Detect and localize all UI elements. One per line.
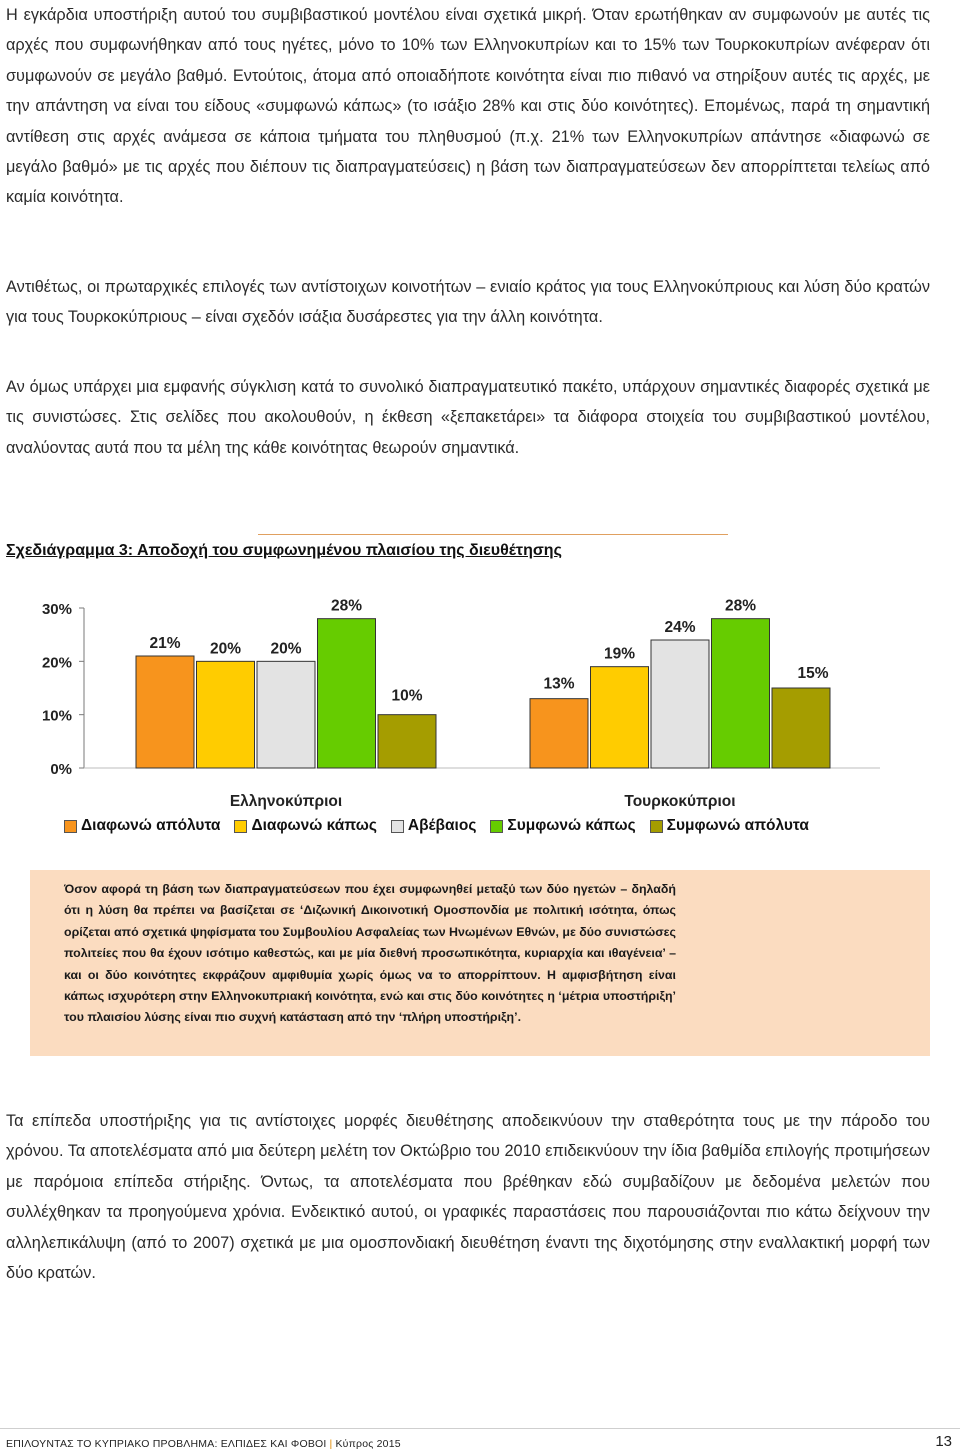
bar [651, 640, 709, 768]
bar [591, 667, 649, 768]
legend-swatch [650, 820, 663, 833]
bar [378, 715, 436, 768]
category-label: Ελληνοκύπριοι [229, 793, 343, 810]
footer-separator: | [329, 1438, 333, 1450]
y-tick-label: 10% [41, 707, 72, 725]
bar-value-label: 28% [330, 597, 363, 615]
category-label: Τουρκοκύπριοι [624, 793, 736, 810]
bar-value-label: 28% [724, 597, 757, 615]
bar [197, 661, 255, 768]
legend-swatch [391, 820, 404, 833]
body-paragraph-1: Η εγκάρδια υποστήριξη αυτού του συμβιβαστικού μοντέλου είναι σχετικά μικρή. Όταν ερωτήθηκαν αν συμφωνούν με αυτές τις αρχές που συμφωνήθηκαν από τους ηγέτες, μόνο το 10% των Ελληνοκυπρίων και το 15% των Τουρκοκυπρίων ανέφεραν ότι συμφωνούν σε μεγάλο βαθμό. Εντούτοις, άτομα από οποιαδήποτε κοινότητα είναι πιο πιθανό να στηρίξουν αυτές τις αρχές, με την απάντηση να είναι του είδους «συμφωνώ κάπως» (το ισάξιο 28% και στις δύο κοινότητες). Επομένως, παρά τη σημαντική αντίθεση στις αρχές ανάμεσα σε κάποια τμήματα του πληθυσμού (π.χ. 21% των Ελληνοκυπρίων απάντησε «διαφωνώ σε μεγάλο βαθμό» με τις αρχές που διέπουν τις διαπραγματεύσεις) η βάση των διαπραγματεύσεων δεν απορρίπτεται τελείως από καμία κοινότητα. [6, 6, 930, 207]
footer-rule [0, 1428, 960, 1429]
chart-title: Σχεδιάγραμμα 3: Αποδοχή του συμφωνημένου πλαισίου της διευθέτησης [6, 542, 562, 559]
bar-value-label: 20% [209, 640, 242, 658]
y-tick-label: 20% [41, 654, 72, 672]
legend-label: Συμφωνώ απόλυτα [666, 817, 809, 834]
bar-value-label: 10% [391, 687, 423, 705]
body-paragraph-2: Αντιθέτως, οι πρωταρχικές επιλογές των αντίστοιχων κοινοτήτων – ενιαίο κράτος για τους Ελληνοκύπριους και λύση δύο κρατών για τους Τουρκοκύπριους – είναι σχεδόν ισάξια δυσάρεστες για την άλλη κοινότητα. [6, 278, 930, 327]
footer [6, 1438, 401, 1450]
legend-swatch [234, 820, 247, 833]
page-number: 13 [935, 1433, 952, 1450]
body-paragraph-3: Αν όμως υπάρχει μια εμφανής σύγκλιση κατά το συνολικό διαπραγματευτικό πακέτο, υπάρχουν σημαντικές διαφορές σχετικά με τις συνιστώσες. Στις σελίδες που ακολουθούν, η έκθεση «ξεπακετάρει» τα διάφορα στοιχεία του συμβιβαστικού μοντέλου, αναλύοντας αυτά που τα μέλη της κάθε κοινότητας θεωρούν σημαντικά. [6, 378, 930, 457]
legend-swatch [490, 820, 503, 833]
legend-item [64, 817, 220, 835]
legend-label: Συμφωνώ κάπως [507, 817, 636, 834]
bar-value-label: 19% [603, 645, 636, 663]
chart-legend [0, 812, 960, 840]
bar [136, 656, 194, 768]
y-tick-label: 30% [41, 601, 72, 618]
bar-chart [0, 582, 960, 812]
bar-value-label: 13% [543, 675, 575, 693]
bar-value-label: 21% [149, 635, 181, 652]
legend-item [490, 817, 635, 835]
section-divider [258, 534, 728, 535]
bar [712, 619, 770, 768]
bar-value-label: 15% [797, 665, 829, 682]
legend-label: Διαφωνώ απόλυτα [81, 817, 221, 834]
footer-publication: ΕΠΙΛΟΥΝΤΑΣ ΤΟ ΚΥΠΡΙΑΚΟ ΠΡΟΒΛΗΜΑ: ΕΛΠΙΔΕΣ ΚΑΙ ΦΟΒΟΙ [6, 1438, 327, 1450]
bar [530, 699, 588, 768]
bar [772, 688, 830, 768]
bar-value-label: 24% [664, 619, 696, 636]
legend-item [234, 817, 376, 835]
legend-item [391, 817, 476, 835]
bar [318, 619, 376, 768]
body-paragraph-4: Τα επίπεδα υποστήριξης για τις αντίστοιχες μορφές διευθέτησης αποδεικνύουν την σταθερότητα τους με την πάροδο του χρόνου. Τα αποτελέσματα από μια δεύτερη μελέτη τον Οκτώβριο του 2010 επιδεικνύουν την ίδια βαθμίδα επιλογής προτιμήσεων με παρόμοια επίπεδα στήριξης. Όντως, τα αποτελέσματα που βρέθηκαν εδώ συμβαδίζουν με δεδομένα μελετών που συλλέχθηκαν τα προηγούμενα χρόνια. Ενδεικτικό αυτού, οι γραφικές παραστάσεις που παρουσιάζονται πιο κάτω δείχνουν την αλληλεπικάλυψη (από το 2007) σχετικά με μια ομοσπονδιακή διευθέτηση έναντι της διχοτόμησης στην εναλλακτική μορφή των δύο κρατών. [6, 1112, 930, 1283]
highlight-text: Όσον αφορά τη βάση των διαπραγματεύσεων που έχει συμφωνηθεί μεταξύ των δύο ηγετών – δηλαδή ότι η λύση θα πρέπει να βασίζεται σε ‘Διζωνική Δικοινοτική Ομοσπονδία με πολιτική ισότητα, όπως ορίζεται από σχετικά ψηφίσματα του Συμβουλίου Ασφαλείας των Ηνωμένων Εθνών, με δύο συνιστώσες πολιτείες που θα έχουν ισότιμο καθεστώς, και με μία διεθνή προσωπικότητα, κυριαρχία και ιθαγένεια’ – και οι δύο κοινότητες εκφράζουν αμφιθυμία χωρίς όμως να το απορρίπτουν. Η αμφισβήτηση είναι κάπως ισχυρότερη στην Ελληνοκυπριακή κοινότητα, ενώ και στις δύο κοινότητες η ‘μέτρια υποστήριξη’ του πλαισίου λύσης είναι πιο συχνή κατάσταση από την ‘πλήρη υποστήριξη’. [64, 882, 676, 1025]
y-tick-label: 0% [50, 761, 72, 778]
legend-swatch [64, 820, 77, 833]
legend-label: Αβέβαιος [407, 817, 477, 834]
legend-label: Διαφωνώ κάπως [251, 817, 377, 834]
legend-item [650, 817, 809, 835]
footer-edition: Κύπρος 2015 [335, 1438, 401, 1450]
bar-value-label: 20% [270, 640, 302, 658]
bar [257, 661, 315, 768]
